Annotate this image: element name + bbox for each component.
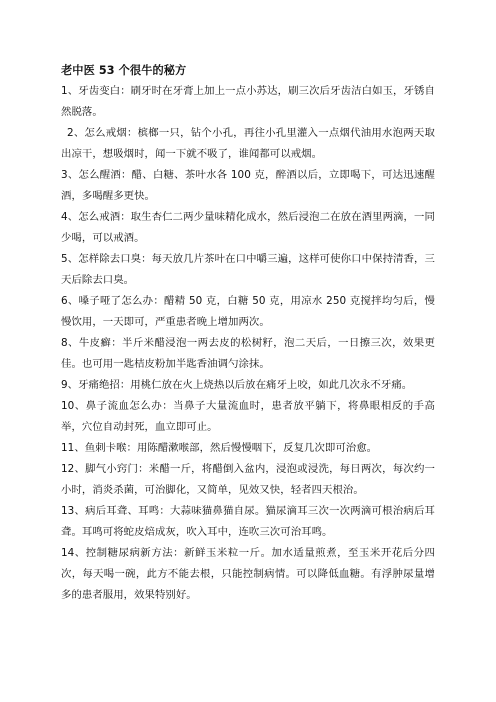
entry-1: 1、牙齿变白：刷牙时在牙膏上加上一点小苏达，刷三次后牙齿洁白如玉，牙锈自然脱落。 bbox=[61, 85, 435, 118]
entry-5: 5、怎样除去口臭：每天放几片茶叶在口中嚼三遍，这样可使你口中保持清香，三天后除去口臭。 bbox=[61, 253, 435, 286]
entry-3: 3、怎么醒酒：醋、白糖、茶叶水各 100 克，醉酒以后，立即喝下，可达迅速醒酒，多喝醒多更快。 bbox=[61, 169, 435, 202]
entry-11: 11、鱼刺卡喉：用陈醋漱喉部，然后慢慢咽下，反复几次即可治愈。 bbox=[61, 442, 378, 454]
entry-2: 2、怎么戒烟：槟榔一只，钻个小孔，再往小孔里灌入一点烟代油用水泡两天取出凉干，想吸烟时，闻一下就不吸了，谁闻都可以戒烟。 bbox=[61, 127, 435, 160]
entry-13: 13、病后耳聋、耳鸣：大蒜味猫鼻猫自尿。猫尿滴耳三次一次两滴可根治病后耳聋。耳鸣可将蛇皮焙成灰，吹入耳中，连吹三次可治耳鸣。 bbox=[61, 505, 435, 538]
entry-9: 9、牙痛绝招：用桃仁放在火上烧热以后放在痛牙上咬，如此几次永不牙痛。 bbox=[61, 379, 413, 391]
entry-8: 8、牛皮癣：半斤米醋浸泡一两去皮的松树籽，泡二天后，一日擦三次，效果更佳。也可用一匙桔皮粉加半匙香油调勺涂抹。 bbox=[61, 337, 435, 370]
entry-4: 4、怎么戒酒：取生杏仁二两少量味精化成水，然后浸泡二在放在酒里两滴，一同少喝，可以戒酒。 bbox=[61, 211, 435, 244]
entry-14: 14、控制糖尿病新方法：新鲜玉米粒一斤。加水适量煎煮，至玉米开花后分四次，每天喝一碗，此方不能去根，只能控制病情。可以降低血糖。有浮肿尿量增多的患者服用，效果特别好。 bbox=[61, 547, 435, 601]
document-title: 老中医 53 个很牛的秘方 bbox=[61, 64, 187, 77]
entry-6: 6、嗓子哑了怎么办：醋精 50 克，白糖 50 克，用凉水 250 克搅拌均匀后，慢慢饮用，一天即可，严重患者晚上增加两次。 bbox=[61, 295, 435, 328]
document-page bbox=[61, 60, 435, 606]
entry-10: 10、鼻子流血怎么办：当鼻子大量流血时，患者放平躺下，将鼻眼相反的手高举，穴位自动封死，血立即可止。 bbox=[61, 400, 435, 433]
entry-12: 12、脚气小窍门：米醋一斤，将醋倒入盆内，浸泡或浸洗，每日两次，每次约一小时，消炎杀菌，可治脚化，又简单，见效又快，轻者四天根治。 bbox=[61, 463, 435, 496]
